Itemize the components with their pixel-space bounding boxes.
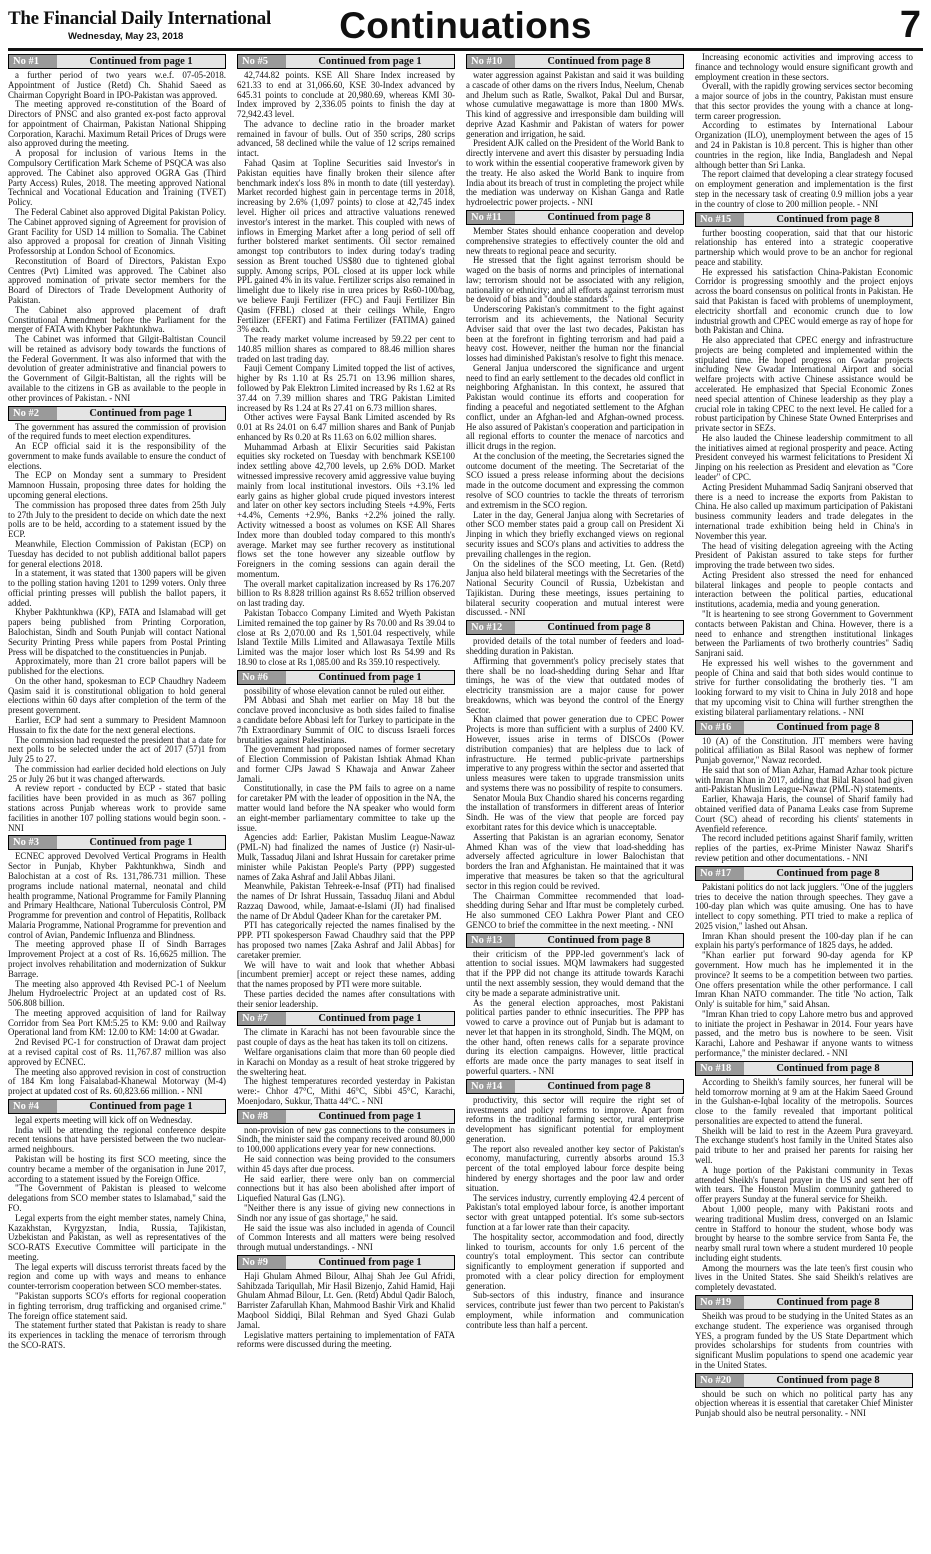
column-4	[695, 53, 913, 1551]
article-continuation	[8, 54, 226, 404]
continuation-label: Continued from page 1	[89, 1100, 193, 1112]
article-paragraph: Meanwhile, Election Commission of Pakistan (ECP) on Tuesday has decided to not publish additional ballot papers for general elections 2018.	[8, 538, 226, 569]
article-paragraph: should be such on which no political party has any objection whereas it is essential that caretaker Chief Minister Punjab should also be neutral personality. - NNI	[695, 1388, 913, 1419]
article-paragraph: Overall, with the rapidly growing services sector becoming a major source of jobs in the country, Pakistan must ensure that this sector provides the young with a chance at long-term career progression.	[695, 81, 913, 121]
article-paragraph: The government had proposed names of former secretary of Election Commission of Pakistan Ishtiak Ahmad Khan and former CJPs Jawad S Khawaja and Anwar Zaheer Jamali.	[237, 744, 455, 784]
article-continuation	[8, 835, 226, 1097]
continuation-header	[466, 933, 684, 948]
article-paragraph: Pakistani politics do not lack jugglers. "One of the jugglers tries to deceive the nation through speeches. They gave a 100-day plan which was quite amusing. One has to have intellect to copy something. PTI tried to make a replica of 2025 vision," lashed out Ahsan.	[695, 881, 913, 931]
article-paragraph: "It is heartening to see strong Government to Government contacts between Pakistan and China. However, there is a need to enhance and strengthen institutional linkages between the Parliaments of two brotherly countries" Sadiq Sanjrani said.	[695, 608, 913, 659]
continuation-label: Continued from page 1	[318, 1256, 422, 1268]
continuation-label: Continued from page 1	[89, 837, 193, 849]
article-paragraph: Later in the day, General Janjua along with Secretaries of other SCO member states paid a group call on President Xi Jinping in which they briefly exchanged views on regional security issues and SCO's plans and activities to address the prevailing challenges in the region.	[466, 509, 684, 559]
article-paragraph: possibility of whose elevation cannot be ruled out either.	[244, 685, 445, 696]
article-continuation	[466, 620, 684, 930]
article-continuation	[695, 1295, 913, 1371]
article-paragraph: Fahad Qasim at Topline Securities said Investor's in Pakistan equities have finally broken their silence after benchmark index's loss 8% in month to date (till yesterday). Market recorded highest gain in percentage terms in 2018, increasing by 2.6% (1,097 points) to close at 42,745 index level. Higher oil prices and attractive valuations renewed investor's interest in the market. This coupled with news of inflows in Emerging Market after a long period of sell off further bolstered market sentiments. Oil sector remained amongst top contributors to index during today's trading session as Brent touched US$80 due to tightened global supply. Among scrips, POL closed at its upper lock while PPL gained 4% in its value. Fertilizer scrips also remained in limelight due to likely rise in urea prices by Rs60-100/bag, we believe Fauji Fertilizer (FFC) and Fauji Fertilizer Bin Qasim (FFBL) closed at their ceilings While, Engro Fertilizer (EFERT) and Fatima Fertilizer (FATIMA) gained 3% each.	[237, 158, 455, 335]
article-paragraph: Acting President also stressed the need for enhanced bilateral linkages and people to people contacts and interaction between the political parties, educational institutions, academia, media and young generation.	[695, 569, 913, 610]
continuation-header	[8, 54, 226, 69]
continuation-number: No #6	[238, 671, 286, 684]
continuation-header	[695, 1295, 913, 1310]
continuation-label: Continued from page 8	[547, 1080, 651, 1092]
article-paragraph: Sheikh will be laid to rest in the Azeem Pura graveyard. The exchange student's host family in the United States also paid tribute to her and praised her parents for raising her well.	[695, 1125, 913, 1166]
continuation-number: No #19	[696, 1296, 744, 1309]
continuation-number: No #11	[467, 211, 515, 224]
continuation-number: No #7	[238, 1012, 286, 1025]
article-paragraph: "The Government of Pakistan is pleased to welcome delegations from SCO member states to Islamabad," said the FO.	[8, 1183, 226, 1213]
article-paragraph: 42,744.82 points. KSE All Share Index increased by 621.33 to end at 31,066.60, KSE 30-Index advanced by 645.31 points to conclude at 20,980.69, whereas KMI 30-Index improved by 2,336.05 points to finish the day at 72,942.43 level.	[237, 70, 455, 120]
column-2	[237, 53, 455, 1551]
article-paragraph: The highest temperatures recorded yesterday in Pakistan were:- Chhor 47°C, Mithi 46°C, Sibbi 45°C, Karachi, Moenjodaro, Sukkur, Thatta 44°C. - NNI	[237, 1076, 455, 1106]
continuation-header	[8, 835, 226, 850]
continuation-label: Continued from page 8	[547, 622, 651, 634]
continuation-number: No #8	[238, 1110, 286, 1123]
article-paragraph: Legislative matters pertaining to implementation of FATA reforms were discussed during the meeting.	[237, 1329, 455, 1350]
article-paragraph: The meeting also approved 4th Revised PC-1 of Neelum Jhelum Hydroelectric Project at an updated cost of Rs. 506.808 billion.	[8, 978, 226, 1009]
article-paragraph: water aggression against Pakistan and said it was building a cascade of other dams on the rivers Indus, Neelum, Chenab and Jhelum such as Ratle, Swalkot, Pakal Dul and Bursar, whose cumulative megawattage is more than 1800 MWs. This kind of aggressive and irresponsible dam building will deprive Azad Kashmir and Pakistan of waters for power generation and irrigation, he said.	[466, 70, 684, 139]
article-paragraph: The statement further stated that Pakistan is ready to share its experiences in tackling the menace of terrorism through the SCO-RATS.	[8, 1320, 226, 1350]
article-paragraph: According to estimates by International Labour Organization (ILO), unemployment between the ages of 15 and 24 in Pakistan is 10.8 percent. This is higher than other countries in the region, like India, Bangladesh and Nepal although better than Sri Lanka.	[695, 120, 913, 170]
article-paragraph: A huge portion of the Pakistani community in Texas attended Sheikh's funeral prayer in the US and sent her off with tears. The Houston Muslim community gathered to offer prayers Sunday at the funeral service for Sheikh.	[695, 1164, 913, 1205]
continuation-label: Continued from page 8	[776, 1296, 880, 1308]
article-paragraph: We will have to wait and look that whether Abbasi [incumbent premier] accept or reject these names, adding that the names proposed by PTI were more suitable.	[237, 959, 455, 990]
continuation-header	[237, 1255, 455, 1270]
article-continuation	[695, 1373, 913, 1419]
continuation-header	[466, 210, 684, 225]
article-paragraph: He said earlier, there were only ban on commercial connections but it has also been abolished after import of Liquefied Natural Gas (LNG).	[237, 1173, 455, 1204]
continuation-label: Continued from page 1	[89, 56, 193, 67]
continuation-label: Continued from page 8	[776, 721, 880, 733]
article-continuation	[237, 1011, 455, 1106]
article-continuation	[695, 53, 913, 210]
continuation-label: Continued from page 8	[776, 1062, 880, 1074]
continuation-label: Continued from page 8	[547, 56, 651, 67]
article-continuation	[466, 1079, 684, 1331]
column-1	[8, 53, 226, 1551]
article-paragraph: He said connection was being provided to the consumers within 45 days after due process.	[237, 1154, 455, 1174]
article-paragraph: Other actives were Faysal Bank Limited ascended by Rs 0.01 at Rs 24.01 on 6.47 million shares and Bank of Punjab enhanced by Rs 0.20 at Rs 11.63 on 6.02 million shares.	[237, 412, 455, 442]
article-paragraph: The meeting approved phase II of Sindh Barrages Improvement Project at a cost of Rs. 16,6625 million. The project involves rehabilitation and modernization of Sukkur Barrage.	[8, 939, 226, 979]
article-paragraph: A proposal for inclusion of various Items in the Compulsory Certification Mark Scheme of PSQCA was also approved. The Cabinet also approved OGRA Gas (Third Party Access) Rules, 2018. The meeting approved National Technical and Vocational Education and Training (TVET) Policy.	[8, 148, 226, 208]
article-paragraph: Senator Moula Bux Chandio shared his concerns regarding the installation of transformers in different areas of Interior Sindh. He was of the view that people are forced pay exorbitant rates for this device which is unacceptable.	[466, 792, 684, 833]
article-paragraph: Acting President Muhammad Sadiq Sanjrani observed that there is a need to increase the exports from Pakistan to China. He also called up maximum participation of Pakistani business community leaders and trade delegates in the international trade exhibition being held in China's in November this year.	[695, 481, 913, 541]
article-paragraph: Asserting that Pakistan is an agrarian economy, Senator Ahmed Khan was of the view that load-shedding has adversely affected agriculture in lower Balochistan that borders the Iran and Afghanistan. He maintained that it was imperative that measures be taken so that the agricultural sector in this region could be revived.	[466, 831, 684, 891]
article-paragraph: He stressed that the fight against terrorism should be waged on the basis of norms and principles of international law; terrorism should not be associated with any religion, nationality or ethnicity; and all efforts against terrorism must be devoid of bias and "double standards".	[466, 255, 684, 305]
continuation-header	[237, 1109, 455, 1124]
article-paragraph: "Imran Khan tried to copy Lahore metro bus and approved to initiate the project in Peshawar in 2014. Four years have passed, and the metro bus is nowhere to be seen. Visit Karachi, Lahore and Peshawar if anyone wants to witness performance," the minister declared. - NNI	[695, 1008, 913, 1058]
continuation-header	[466, 54, 684, 69]
article-paragraph: The commission has proposed three dates from 25th July to 27th July to the president to decide on which date the next polls are to be held, according to a statement issued by the ECP.	[8, 499, 226, 540]
article-paragraph: Agencies add: Earlier, Pakistan Muslim League-Nawaz (PML-N) had finalized the names of Justice (r) Nasir-ul-Mulk, Tassaduq Jilani and Ishrat Hussain for caretaker prime minister while Pakistan People's Party (PPP) suggested names of Zaka Ashraf and Jalil Abbas Jilani.	[237, 832, 455, 882]
article-paragraph: The Cabinet was informed that Gilgit-Baltistan Council will be retained as advisory body towards the functions of the Federal Government. It was also informed that with the devolution of greater administrative and financial powers to the Government of Gilgit-Baltistan, all the rights will be available to the citizens in GB as available to the people in other provinces of Pakistan. - NNI	[8, 334, 226, 403]
article-paragraph: About 1,000 people, many with Pakistani roots and wearing traditional Muslim dress, converged on an Islamic centre in Stafford to honour the student, whose body was brought by hearse to the sombre service from Santa Fe, the nearby small rural town where a student murdered 10 people including eight students.	[695, 1203, 913, 1263]
continuation-header	[695, 1373, 913, 1388]
article-paragraph: A review report - conducted by ECP - stated that basic facilities have been provided in as much as 367 polling stations across Punjab whereas work to provide same facilities in another 107 polling stations would begin soon. - NNI	[8, 783, 226, 833]
continuation-number: No #16	[696, 721, 744, 734]
article-paragraph: "Neither there is any issue of giving new connections in Sindh nor any issue of gas shortage," he said.	[237, 1202, 455, 1223]
article-continuation	[695, 1061, 913, 1293]
continuation-number: No #17	[696, 867, 744, 880]
column-3	[466, 53, 684, 1551]
continuation-number: No #13	[467, 934, 515, 947]
continuation-number: No #1	[9, 55, 57, 68]
continuation-number: No #14	[467, 1080, 515, 1093]
article-paragraph: The advance to decline ratio in the broader market remained in favour of bulls. Out of 350 scrips, 280 scrips advanced, 58 declined while the value of 12 scrips remained intact.	[237, 118, 455, 159]
article-paragraph: The report claimed that developing a clear strategy focused on employment generation and implementation is the first step in the necessary task of creating 0.9 million jobs a year in the country of close to 200 million people. - NNI	[695, 169, 913, 209]
article-paragraph: The Federal Cabinet also approved Digital Pakistan Policy. The Cabinet approved signing of Agreement for provision of Grant Facility for USD 14 million to Somalia. The Cabinet also approved a proposal for creation of Jinnah Visiting Professorship at London School of Economics.	[8, 206, 226, 257]
article-paragraph: On the sidelines of the SCO meeting, Lt. Gen. (Retd) Janjua also held bilateral meetings with the Secretaries of the National Security Council of Russia, Uzbekistan and Tajikistan. During these meetings, issues pertaining to bilateral security cooperation and mutual interest were discussed. - NNI	[466, 558, 684, 618]
article-paragraph: The hospitality sector, accommodation and food, directly linked to tourism, accounts for only 1.6 percent of the country's total employment. This sector can contribute significantly to employment generation if supported and promoted with a clear policy direction for employment generation.	[466, 1231, 684, 1291]
article-continuation	[237, 1255, 455, 1350]
continuation-number: No #9	[238, 1256, 286, 1269]
continuation-header	[466, 620, 684, 635]
article-paragraph: As the general election approaches, most Pakistani political parties pander to ethnic insecurities. The PPP has vowed to carve a province out of Punjab but is adamant to never let that happen in its stronghold, Sindh. The MQM, on the other hand, often renews calls for a separate province during its election campaigns. However, little practical efforts are made once the party manages to seat itself in powerful quarters. - NNI	[466, 997, 684, 1076]
continuation-number: No #3	[9, 836, 57, 849]
article-paragraph: Pakistan will be hosting its first SCO meeting, since the country became a member of the organisation in June 2017, according to a statement issued by the Foreign Office.	[8, 1154, 226, 1184]
section-title: Continuations	[339, 5, 592, 46]
article-continuation	[466, 933, 684, 1077]
continuation-header	[237, 1011, 455, 1026]
article-paragraph: Khyber Pakhtunkhwa (KP), FATA and Islamabad will get papers being published from Printing Corporation, Balochistan, Sindh and South Punjab will contact National Security Printing Press while papers from Postal Printing Press will be dispatched to the constituencies in Punjab.	[8, 607, 226, 657]
article-paragraph: 2nd Revised PC-1 for construction of Drawat dam project at a revised capital cost of Rs. 11,767.87 million was also approved by ECNEC.	[8, 1037, 226, 1067]
continuation-label: Continued from page 8	[547, 934, 651, 946]
article-paragraph: The ECP on Monday sent a summary to President Mamnoon Hussain, proposing three dates for holding the upcoming general elections.	[8, 470, 226, 501]
article-paragraph: Khan claimed that power generation due to CPEC Power Projects is more than sufficient with a surplus of 2400 KV. However, issues arise in terms of DISCOs (Power distribution companies) that are helpless due to lack of infrastructure. He termed public-private partnerships imperative to any progress within the sector and asserted that unless measures were taken to upgrade transmission units and systems there was no possibility of respite to consumers.	[466, 714, 684, 793]
article-continuation	[8, 1099, 226, 1351]
article-continuation	[466, 54, 684, 208]
article-paragraph: Pakistan Tobacco Company Limited and Wyeth Pakistan Limited remained the top gainer by Rs 70.00 and Rs 39.04 to close at Rs 2,070.00 and Rs 1,501.04 respectively, while Island Textile Mills Limited and Allawasaya Textile Mills Limited was the major loser which lost Rs 54.99 and Rs 18.90 to close at Rs 1,085.00 and Rs 359.10 respectively.	[237, 607, 455, 667]
article-paragraph: a further period of two years w.e.f. 07-05-2018. Appointment of Justice (Retd) Ch. Shahid Saeed as Chairman Copyright Board in IPO-Pakistan was approved.	[8, 70, 226, 100]
article-paragraph: Meanwhile, Pakistan Tehreek-e-Insaf (PTI) had finalised the names of Dr Ishrat Hussain, Tassaduq Jilani and Abdul Razzaq Dawood, while, Jamaat-e-Islami (JI) had finalised the name of Dr Abdul Qadeer Khan for the caretaker PM.	[237, 881, 455, 921]
continuation-label: Continued from page 1	[318, 56, 422, 67]
article-paragraph: The commission had requested the president that a date for next polls to be selected under the act of 2017 (57)1 from July 25 to 27.	[8, 734, 226, 765]
article-paragraph: The legal experts will discuss terrorist threats faced by the region and come up with ways and means to enhance counter-terrorism cooperation between SCO member-states.	[8, 1261, 226, 1292]
article-paragraph: Sheikh was proud to be studying in the United States as an exchange student. The experience was organised through YES, a program funded by the US State Department which provides scholarships for students from countries with significant Muslim populations to spend one academic year in the United States.	[695, 1310, 913, 1370]
article-paragraph: General Janjua underscored the significance and urgent need to find an early settlement to the decades old conflict in neighboring Afghanistan. In this context, he assured that Pakistan would continue its efforts and cooperation for finding a peaceful and negotiated settlement to the Afghan conflict, under an Afghan-led and Afghan-owned process. He also assured of Pakistan's cooperation and participation in all regional efforts to counter the menace of narcotics and illicit drugs in the region.	[466, 362, 684, 452]
article-paragraph: In a statement, it was stated that 1300 papers will be given to the polling station having 1201 to 1299 voters. Only three official printing presses will publish the ballot papers, it added.	[8, 568, 226, 608]
masthead	[8, 6, 923, 51]
article-paragraph: Constitutionally, in case the PM fails to agree on a name for caretaker PM with the leader of opposition in the NA, the matter would land before the NA speaker who would form an eight-member parliamentary committee to take up the issue.	[237, 783, 455, 833]
continuation-number: No #10	[467, 55, 515, 68]
article-paragraph: Among the mourners was the late teen's first cousin who lives in the United States. She said Sheikh's relatives are completely devastated.	[695, 1262, 913, 1293]
article-paragraph: The services industry, currently employing 42.4 percent of Pakistan's total employed labour force, is another important sector with great untapped potential. It's some sub-sectors function at a far lower rate than their capacity.	[466, 1192, 684, 1232]
article-paragraph: The record included petitions against Sharif family, written replies of the parties, ex-Prime Minister Nawaz Sharif's review petition and other documentations. - NNI	[695, 833, 913, 863]
continuation-label: Continued from page 8	[776, 213, 880, 225]
article-paragraph: provided details of the total number of feeders and load-shedding duration in Pakistan.	[466, 636, 684, 656]
continuation-label: Continued from page 1	[89, 407, 193, 419]
article-paragraph: He also appreciated that CPEC energy and infrastructure projects are being completed and implemented within the stipulated time. He hoped progress on Gwadar projects including New Gwadar International Airport and social welfare projects with active Chinese assistance would be accelerated. He emphasized that Special Economic Zones need special attention of Chinese leadership as they play a crucial role in taking CPEC to the next level. He called for a robust participation by Chinese State Owned Enterprises and private sector in SEZs.	[695, 335, 913, 434]
article-continuation	[695, 212, 913, 718]
article-paragraph: The meeting approved re-constitution of the Board of Directors of PNSC and also granted ex-post facto approval for appointment of Chairman, Pakistan National Shipping Corporation, Karachi. Maximum Retail Prices of Drugs were also approved during the meeting.	[8, 99, 226, 149]
article-paragraph: He expressed his satisfaction China-Pakistan Economic Corridor is progressing smoothly and the project enjoys across the board consensus on political fronts in Pakistan. He said that Pakistan is faced with problems of unemployment, electricity shortfall and economic crunch due to low industrial growth and CPEC would emerge as ray of hope for both Pakistan and China.	[695, 266, 913, 336]
continuation-label: Continued from page 1	[318, 671, 422, 683]
continuation-header	[695, 1061, 913, 1076]
article-paragraph: The head of visiting delegation agreeing with the Acting President of Pakistan assured to take steps for further improving the trade between two sides.	[695, 540, 913, 571]
continuation-header	[695, 720, 913, 735]
article-paragraph: He said the issue was also included in agenda of Council of Common Interests and all matters were being resolved through mutual understandings. - NNI	[237, 1222, 455, 1253]
article-paragraph: According to Sheikh's family sources, her funeral will be held tomorrow morning at 9 am at the Hakim Saeed Ground in the Gulshan-e-Iqbal locality of the metropolis. Sources close to the family revealed that important political personalities are expected to attend the funeral.	[695, 1076, 913, 1126]
article-paragraph: The ready market volume increased by 59.22 per cent to 140.85 million shares as compared to 88.46 million shares traded on last trading day.	[237, 334, 455, 364]
article-paragraph: Increasing economic activities and improving access to finance and technology would ensure significant growth and employment creation in these sectors.	[695, 53, 913, 82]
article-paragraph: legal experts meeting will kick off on Wednesday.	[15, 1114, 193, 1125]
article-paragraph: Fauji Cement Company Limited topped the list of actives, higher by Rs 1.10 at Rs 25.71 on 13.96 million shares, followed by Pak Elektron Limited increased by Rs 1.62 at Rs 37.44 on 7.39 million shares and TRG Pakistan Limited increased by Rs 1.24 at Rs 27.41 on 6.73 million shares.	[237, 363, 455, 413]
continuation-label: Continued from page 8	[776, 867, 880, 879]
issue-date: Wednesday, May 23, 2018	[68, 31, 184, 42]
article-paragraph: productivity, this sector will require the right set of investments and policy reforms to improve. Apart from reforms in the traditional farming sector, rural enterprise development has significant potential for employment generation.	[466, 1094, 684, 1144]
continuation-header	[695, 866, 913, 881]
continuation-number: No #18	[696, 1062, 744, 1075]
article-paragraph: Sub-sectors of this industry, finance and insurance services, contribute just fewer than two percent to Pakistan's employment, while information and communication contribute less than half a percent.	[466, 1290, 684, 1330]
article-continuation	[695, 866, 913, 1059]
article-paragraph: Welfare organisations claim that more than 60 people died in Karachi on Monday as a result of heat stroke triggered by the sweltering heat.	[237, 1047, 455, 1077]
article-paragraph: The climate in Karachi has not been favourable since the past couple of days as the heat has taken its toll on citizens.	[237, 1027, 455, 1048]
article-continuation	[8, 406, 226, 834]
article-paragraph: Muhammad Arbash at Elixir Securities said Pakistan equities sky rocketed on Tuesday with benchmark KSE100 index settling above 42,700 levels, up 2.6% DOD. Market witnessed impressive recovery amid aggressive value buying mainly from local institutional investors. Oils +3.1% led early gains as higher global crude piqued investors interest and later on other key sectors including Steels +4.9%, Ferts +4.4%, Cements +2.9%, Banks +2.2% joined the rally. Activity witnessed a boost as volumes on KSE All Shares Index more than doubled today compared to this month's average. Market may see further recovery as institutional flows set the tone however any sizeable outflow by Foreigners in the coming sessions can again derail the momentum.	[237, 441, 455, 579]
article-paragraph: On the other hand, spokesman to ECP Chaudhry Nadeem Qasim said it is constitutional obligation to hold general elections within 60 days after completion of the term of the present government.	[8, 675, 226, 716]
article-continuation	[695, 720, 913, 864]
continuation-label: Continued from page 8	[547, 211, 651, 223]
article-paragraph: Member States should enhance cooperation and develop comprehensive strategies to effectively counter the old and new threats to regional peace and security.	[466, 225, 684, 256]
newspaper-title: The Financial Daily International	[8, 8, 271, 29]
article-paragraph: The Cabinet also approved placement of draft Constitutional Amendment before the Parliament for the merger of FATA with Khyber Pakhtunkhwa.	[8, 304, 226, 335]
article-paragraph: The meeting approved acquisition of land for Railway Corridor from Sea Port KM:5.25 to KM: 9.00 and Railway Operational land from KM: 12.00 to KM: 14:00 at Gwadar.	[8, 1007, 226, 1038]
continuation-number: No #2	[9, 407, 57, 420]
article-paragraph: non-provision of new gas connections to the consumers in Sindh, the minister said the company received around 80,000 to 100,000 applications every year for new connections.	[237, 1124, 455, 1155]
article-paragraph: The government has assured the commission of provision of the required funds to meet election expenditures.	[8, 421, 226, 442]
article-paragraph: Imran Khan should present the 100-day plan if he can explain his party's performance of 1825 days, he added.	[695, 930, 913, 951]
page-number: 7	[899, 4, 921, 46]
continuation-number: No #5	[238, 55, 286, 68]
article-paragraph: their criticism of the PPP-led government's lack of attention to social issues. MQM lawmakers had suggested that if the PPP did not change its attitude towards Karachi until the next assembly session, they would demand that the city be made a separate administrative unit.	[466, 948, 684, 998]
article-paragraph: These parties decided the names after consultations with their senior leadership.	[237, 988, 455, 1009]
article-paragraph: "Khan earlier put forward 90-day agenda for KP government. How much has he implemented it in the province? It seems to be a competition between two parties. One offers presentation while the other performance. I call Imran Khan NATO commander. The title 'No action, Talk Only' is suitable for him," said Ahsan.	[695, 950, 913, 1010]
continuation-label: Continued from page 1	[318, 1013, 422, 1025]
article-paragraph: He also lauded the Chinese leadership commitment to all the initiatives aimed at regional prosperity and peace. Acting President conveyed his warmest felicitations to President Xi Jinping on his reelection as President and elevation as "Core leader" of CPC.	[695, 432, 913, 483]
continuation-number: No #4	[9, 1100, 57, 1113]
article-paragraph: Approximately, more than 21 crore ballot papers will be published for the elections.	[8, 656, 226, 677]
article-paragraph: He expressed his well wishes to the government and people of China and said that both sides would continue to strive for further consolidating the brotherly ties. "I am looking forward to my visit to China in July 2018 and hope that my upcoming visit to China will further strengthen the existing bilateral parliamentary relations. - NNI	[695, 657, 913, 717]
article-paragraph: The meeting also approved revision in cost of construction of 184 Km long Faisalabad-Khanewal Motorway (M-4) project at updated cost of Rs. 60,823.66 million. - NNI	[8, 1066, 226, 1097]
article-paragraph: He said that son of Mian Azhar, Hamad Azhar took picture with Imran Khan in 2017, adding that Bilal Rasool had given anti-Pakistan Muslim League-Nawaz (PML-N) statements.	[695, 764, 913, 795]
continuation-header	[8, 406, 226, 421]
article-paragraph: Underscoring Pakistan's commitment to the fight against terrorism and its achievements, the National Security Adviser said that over the last two decades, Pakistan has been at the forefront in fighting terrorism and had paid a heavy cost. However, neither the human nor the financial losses had diminished Pakistan's resolve to fight this menace.	[466, 304, 684, 364]
article-paragraph: The overall market capitalization increased by Rs 176.207 billion to Rs 8.828 trillion against Rs 8.652 trillion observed on last trading day.	[237, 578, 455, 609]
continuation-header	[466, 1079, 684, 1094]
continuation-label: Continued from page 1	[318, 1110, 422, 1122]
article-continuation	[466, 210, 684, 618]
article-paragraph: further boosting cooperation, said that that our historic relationship has entered into a strategic cooperative partnership which would prove to be an anchor for regional peace and stability.	[695, 227, 913, 267]
article-paragraph: President AJK called on the President of the World Bank to directly intervene and avert this disaster by persuading India to work within the essential cooperative framework given by the treaty. He also asked the World Bank to inquire from India about its breach of trust in completing the project while the mediation was underway on Kishan Ganga and Ratle hydroelectric power projects. - NNI	[466, 138, 684, 208]
article-paragraph: Earlier, ECP had sent a summary to President Mamnoon Hussain to fix the date for the next general elections.	[8, 715, 226, 735]
article-continuation	[237, 670, 455, 1010]
article-paragraph: India will be attending the regional conference despite recent tensions that have persisted between the two nuclear-armed neighbours.	[8, 1124, 226, 1155]
article-paragraph: "Pakistan supports SCO's efforts for regional cooperation in fighting terrorism, drug trafficking and organised crime." The foreign office statement said.	[8, 1290, 226, 1321]
article-paragraph: Affirming that government's policy precisely states that there shall be no load-shedding during Sehar and Iftar timings, he was of the view that outdated modes of electricity transmission are a major cause for power breakdowns, which was beyond the control of the Energy Sector.	[466, 655, 684, 715]
article-paragraph: At the conclusion of the meeting, the Secretaries signed the outcome document of the meeting. The Secretariat of the SCO issued a press release informing about the decisions made in the outcome document and expressing the common resolve of SCO countries to tackle the threats of terrorism and extremism in the SCO region.	[466, 450, 684, 510]
continuation-number: No #12	[467, 621, 515, 634]
article-paragraph: Haji Ghulam Ahmed Bilour, Alhaj Shah Jee Gul Afridi, Sahibzada Tariqullah, Mir Hasil Bizenjo, Zahid Hamid, Haji Ghulam Ahmad Bilour, Lt. Gen. (Retd) Abdul Qadir Baloch, Barrister Zafarullah Khan, Mahmood Bashir Virk and Khalid Maqbool Siddiqi, Bilal Rehman and Syed Ghazi Gulab Jamal.	[237, 1270, 455, 1330]
article-paragraph: The Chairman Committee recommended that load-shedding during Sehar and Iftar must be completely curbed. He also summoned CEO Lakhra Power Plant and CEO GENCO to brief the committee in the next meeting. - NNI	[466, 890, 684, 930]
article-paragraph: The report also revealed another key sector of Pakistan's economy, manufacturing, currently absorbs around 15.3 percent of the total employed labour force despite being hindered by energy shortages and the poor law and order situation.	[466, 1143, 684, 1193]
article-paragraph: Reconstitution of Board of Directors, Pakistan Expo Centres (Pvt) Limited was approved. The Cabinet also approved nomination of private sector members for the Board of Directors of Trade Development Authority of Pakistan.	[8, 255, 226, 305]
continuation-header	[237, 54, 455, 69]
continuation-number: No #20	[696, 1374, 744, 1387]
article-continuation	[237, 54, 455, 668]
article-paragraph: PM Abbasi and Shah met earlier on May 18 but the conclave proved inconclusive as both sides failed to finalise a candidate before Abbasi left for Turkey to participate in the 7th Extraordinary Summit of OIC to discuss Israeli forces brutalities against Palestinians.	[237, 695, 455, 745]
article-paragraph: The commission had earlier decided hold elections on July 25 or July 26 but it was changed afterwards.	[8, 763, 226, 784]
article-paragraph: Earlier, Khawaja Haris, the counsel of Sharif family had obtained verified data of Panama Leaks case from Supreme Court (SC) ahead of recording his clients' statements in Avenfield reference.	[695, 794, 913, 834]
article-paragraph: PTI has categorically rejected the names finalised by the PPP. PTI spokesperson Fawad Chaudhry said that the PPP has proposed two names [Zaka Ashraf and Jalil Abbas] for caretaker premier.	[237, 920, 455, 960]
article-paragraph: 10 (A) of the Constitution. JIT members were having political affiliation as Bilal Rasool was nephew of former Punjab governor," Nawaz recorded.	[695, 735, 913, 766]
continuation-header	[695, 212, 913, 227]
continuation-label: Continued from page 8	[776, 1374, 880, 1386]
article-paragraph: An ECP official said it is the responsibility of the government to make funds available to ensure the conduct of elections.	[8, 441, 226, 471]
continuation-header	[237, 670, 455, 685]
continuation-header	[8, 1099, 226, 1114]
article-continuation	[237, 1109, 455, 1253]
continuation-number: No #15	[696, 213, 744, 226]
article-paragraph: ECNEC approved Devolved Vertical Programs in Health Sector in Punjab, Khyber Pakhtunkhwa, Sindh and Balochistan at a cost of Rs. 131,786.731 million. These programs include national maternal, neonatal and child health programme, National Programme for Family Planning and Primary Healthcare, National Tuberculosis Control, PM Programme for prevention and control of Hepatitis, Rollback Malaria Programme, National Programme for prevention and control of Avian, Pandemic Influenza and Blindness.	[8, 851, 226, 940]
article-paragraph: Legal experts from the eight member states, namely China, Kazakhstan, Kyrgyzstan, India, Russia, Tajikistan, Uzbekistan and Pakistan, as well as representatives of the SCO-RATS Executive Committee will participate in the meeting.	[8, 1212, 226, 1262]
